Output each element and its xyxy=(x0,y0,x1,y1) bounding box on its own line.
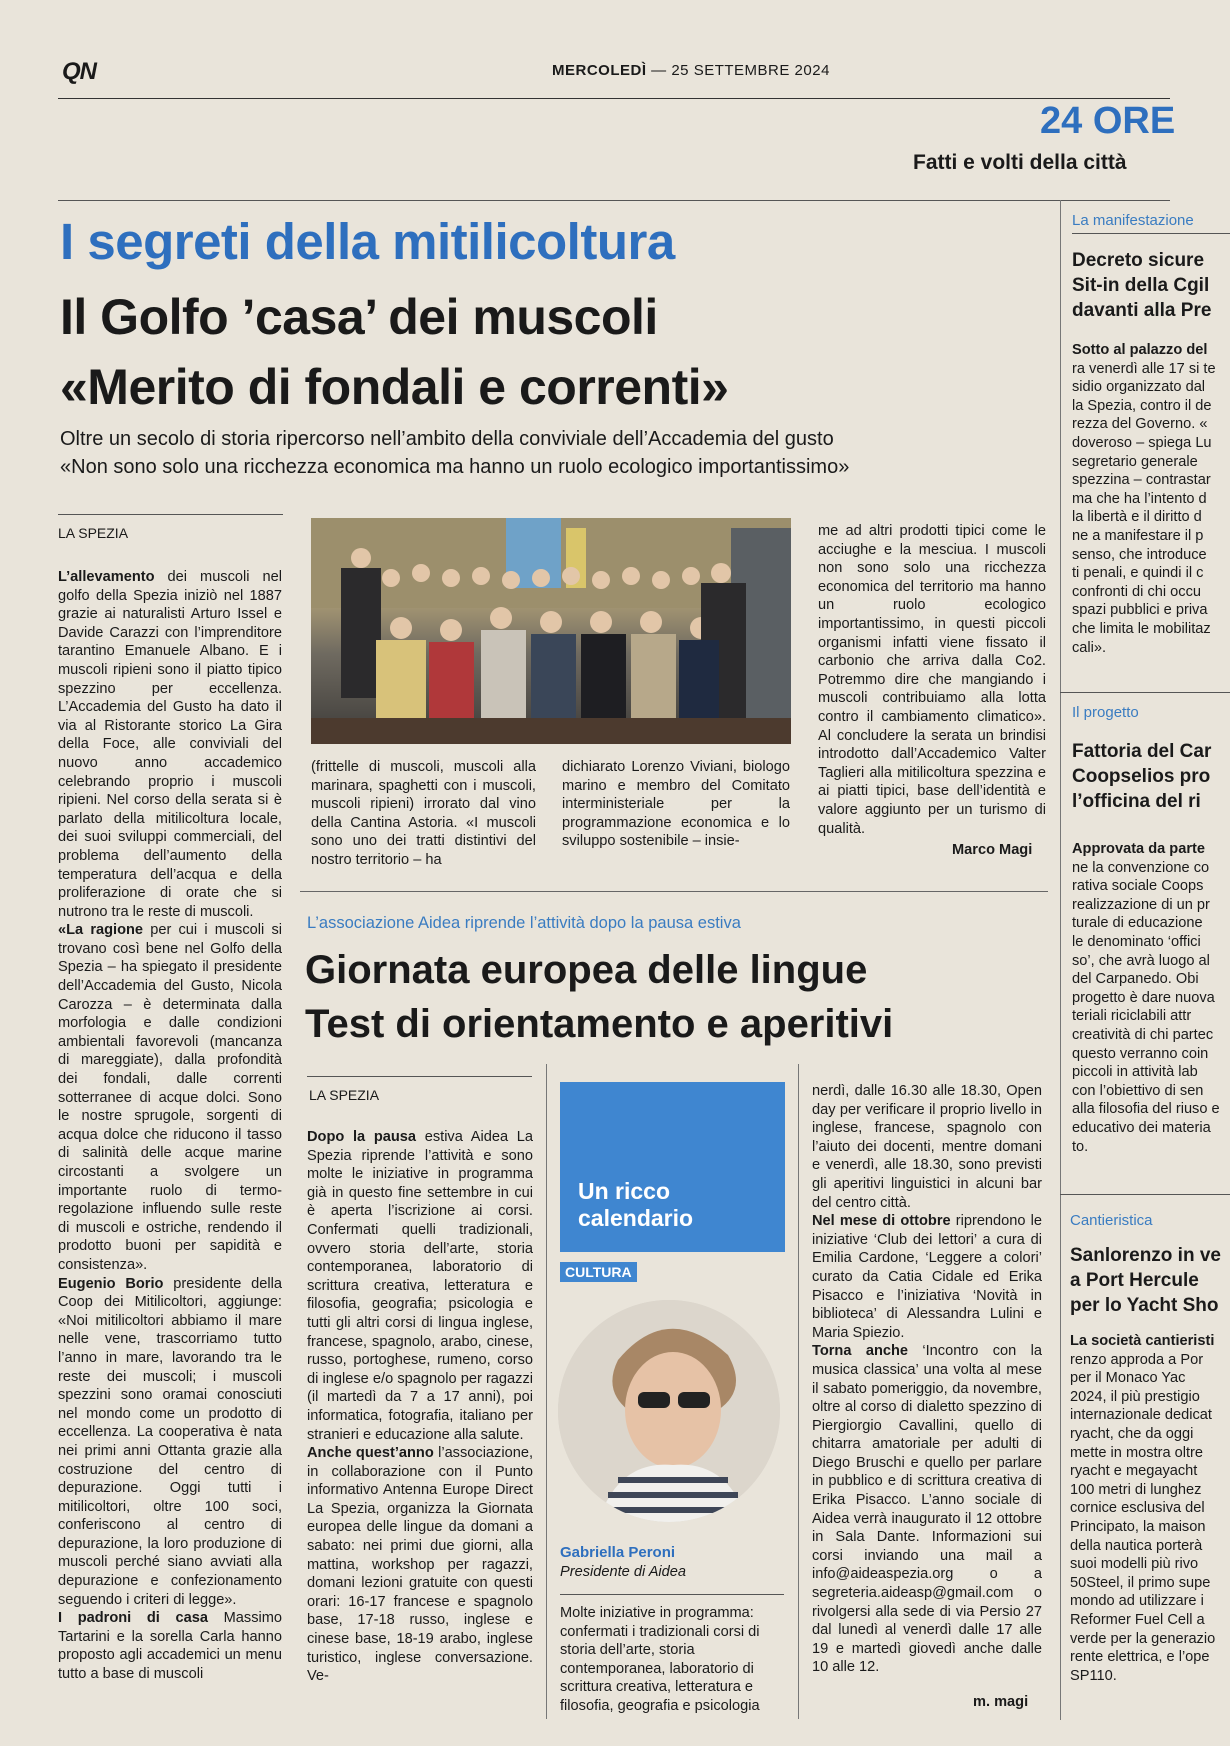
article2-col1-text1: estiva Aidea La Spezia riprende l’attività e sono molte le iniziative in programma già in questo fine settembre in cui è aperta l’iscrizione ai corsi. Confermati quelli tradizionali, ovvero storia dell’arte, storia contemporanea, laboratorio di scrittura creativa, letteratura e filosofia, geografia; psicologia e tutti gli altri corsi di lingua inglese, francese, spagnolo, arabo, cinese, russo, portoghese, rumeno, corso di inglese e/o spagnolo per ragazzi (il martedì da 7 a 17 anni), poi informatica, fotografia, italiano per stranieri e educazione alla salute. xyxy=(307,1129,533,1443)
article1-column4: me ad altri prodotti tipici come le acciughe e la mesciua. I muscoli non sono solo una ricchezza economica del territorio ma hanno un ruolo ecologico importantissimo, in questi piccoli organismi infatti viene fissato il carbonio che arriva dalla Co2. Potremmo dire che mangiando i muscoli contribuiamo alla lotta contro il cambiamento climatico». Al concludere la serata un brindisi introdotto dall’Accademico Valter Taglieri alla mitilicoltura spezzina e ai piatti tipici, base dell’identità e valore aggiunto per un turismo di qualità. xyxy=(818,523,1046,837)
sidebar-story1-title-line: Sit-in della Cgil xyxy=(1072,275,1210,296)
sidebar-line: mondo ad utilizzare i xyxy=(1070,1593,1204,1610)
sidebar-line: doveroso – spiega Lu xyxy=(1072,434,1212,451)
sidebar-line: creatività di chi partec xyxy=(1072,1026,1214,1043)
sidebar-line: SP110. xyxy=(1070,1667,1117,1684)
article2-info-box xyxy=(560,1082,785,1252)
sidebar-line-lead: La società cantieristi xyxy=(1070,1333,1215,1349)
sidebar-line: turale di educazione xyxy=(1072,915,1203,932)
article1-title-line1: Il Golfo ’casa’ dei muscoli xyxy=(60,289,658,345)
sidebar-line: cornice esclusiva del xyxy=(1070,1500,1205,1517)
sidebar-line xyxy=(1072,341,1230,360)
section-subtitle: Fatti e volti della città xyxy=(913,151,1127,174)
section-rule xyxy=(58,200,1170,201)
sidebar-line: verde per la generazio xyxy=(1070,1630,1216,1647)
article2-col3-text1: nerdì, dalle 16.30 alle 18.30, Open day per verificare il proprio livello in inglese, francese, spagnolo con l’aiuto dei docenti, mentre domani e venerdì, alle 18.30, sono previsti gli aperitivi linguistici in alcuni bar del centro città. xyxy=(812,1083,1042,1211)
sidebar-line: segretario generale xyxy=(1072,453,1198,470)
portrait-photo xyxy=(558,1300,780,1522)
sidebar-line: alla filosofia del riuso e xyxy=(1072,1101,1220,1118)
sidebar-line: renzo approda a Por xyxy=(1070,1351,1204,1368)
article2-title-line1: Giornata europea delle lingue xyxy=(305,948,868,992)
article2-col1-lead2: Anche quest’anno xyxy=(307,1445,434,1462)
qn-logo: QN xyxy=(62,58,96,85)
sidebar-line: progetto è dare nuova xyxy=(1072,989,1215,1006)
sidebar-line: ra venerdì alle 17 si te xyxy=(1072,360,1216,377)
portrait-name: Gabriella Peroni xyxy=(560,1544,676,1561)
article2-column1 xyxy=(307,1128,533,1716)
sidebar-story2-title-line: Fattoria del Car xyxy=(1072,741,1212,762)
sidebar-line: rezza del Governo. « xyxy=(1072,416,1208,433)
sidebar-line: ryacht, che da oggi xyxy=(1070,1425,1194,1442)
sidebar-story3-title-line: Sanlorenzo in ve xyxy=(1070,1245,1221,1266)
article2-column3 xyxy=(812,1082,1042,1682)
sidebar-line: piccoli in attività lab xyxy=(1072,1064,1198,1081)
sidebar-line: rativa sociale Coops xyxy=(1072,878,1204,895)
sidebar-line: che limita le mobilitaz xyxy=(1072,620,1211,637)
sidebar-rule2 xyxy=(1060,1194,1230,1195)
sidebar-line: confronti di chi occu xyxy=(1072,583,1201,600)
sidebar-story2-title xyxy=(1072,739,1230,814)
article1-group-photo xyxy=(311,518,791,744)
sidebar-story2-title-line: l’officina del ri xyxy=(1072,791,1201,812)
sidebar-line: 2024, il più prestigio xyxy=(1070,1388,1200,1405)
article1-subtitle-line1: Oltre un secolo di storia ripercorso nell’ambito della conviviale dell’Accademia del gusto xyxy=(60,428,834,450)
sidebar-line: senso, che introduce xyxy=(1072,546,1207,563)
sidebar-line: 100 metri di lunghez xyxy=(1070,1481,1202,1498)
article1-column1 xyxy=(58,568,282,1708)
article1-col1-text1: dei muscoli nel golfo della Spezia iniziò nel 1887 grazie ai naturalisti Arturo Issel e Davide Carazzi con l’imprenditore tarantino Emanuele Albano. E i muscoli ripieni sono il piatto tipico spezzino per eccellenza. L’Accademia del Gusto ha dato il via al Ristorante storico La Gira della Foce, alle conviviali del nuovo anno accademico celebrando proprio i muscoli ripieni. Nel corso della serata si è parlato della mitilicoltura locale, dei suoi sviluppi commerciali, del problema dell’aumento della temperatura dell’acqua e della proliferazione di orate che si nutrono tra le reste di muscoli. xyxy=(58,569,282,920)
article2-location: LA SPEZIA xyxy=(309,1087,380,1103)
article2-col-divider2 xyxy=(798,1064,799,1719)
article1-col1-text2: per cui i muscoli si trovano così bene nel Golfo della Spezia – ha spiegato il presidente dell’Accademia del Gusto, Nicola Carozza – è determinata dalla morfologia e dalle condizioni ambientali favorevoli (mancanza di mareggiate), dalla profondità dei fondali, dalle correnti sotterranee di acque dolci. Sono le nostre sprugole, sorgenti di acqua dolce che riducono il tasso di salinità delle acque marine circostanti a svolgere un importante ruolo di termo-regolazione influendo sulle reste di muscoli e ostriche, rendendo il prodotto buoni per sapidità e consistenza». xyxy=(58,922,282,1273)
sidebar-story1-kicker: La manifestazione xyxy=(1072,212,1230,234)
sidebar-story3-kicker: Cantieristica xyxy=(1070,1212,1153,1229)
article2-byline: m. magi xyxy=(973,1694,1029,1710)
sidebar-line xyxy=(1070,1332,1230,1351)
article-separator xyxy=(300,891,1048,892)
article2-col3-text2: riprendono le iniziative ‘Club dei lettori’ a cura di Emilia Cardone, ‘Leggere a colori’ curato da Catia Cidale ed Erika Pisacco e l’iniziativa ‘Novità in biblioteca’ di Alessandra Lulini e Maria Spiezio. xyxy=(812,1213,1042,1341)
section-title: 24 ORE xyxy=(1040,100,1176,142)
sidebar-line: Principato, la maison xyxy=(1070,1518,1206,1535)
sidebar-line: realizzazione di un pr xyxy=(1072,896,1210,913)
article2-col-divider xyxy=(546,1064,547,1719)
sidebar-line: le denominato ‘offici xyxy=(1072,933,1201,950)
article1-location: LA SPEZIA xyxy=(58,525,129,541)
article1-col1-text4: Massimo Tartarini e la sorella Carla hanno proposto agli accademici un menu tutto a base di muscoli xyxy=(58,1610,282,1683)
sidebar-story2-text xyxy=(1072,840,1230,1156)
sidebar-story1-text xyxy=(1072,341,1230,657)
sidebar-line: mette in mostra oltre xyxy=(1070,1444,1204,1461)
sidebar-line: so’, che avrà luogo al xyxy=(1072,952,1210,969)
article1-col1-lead4: I padroni di casa xyxy=(58,1610,208,1627)
sidebar-line: la Spezia, contro il de xyxy=(1072,397,1212,414)
portrait-role: Presidente di Aidea xyxy=(560,1564,687,1580)
article1-byline: Marco Magi xyxy=(952,842,1033,858)
article1-rule xyxy=(58,514,283,515)
sidebar-line xyxy=(1072,840,1230,859)
sidebar-line: educativo dei materia xyxy=(1072,1119,1211,1136)
sidebar-divider xyxy=(1060,200,1061,1720)
article1-column3: dichiarato Lorenzo Viviani, biologo marino e membro del Comitato interministeriale per la programmazione economica e lo sviluppo sostenibile – insie- xyxy=(562,759,790,850)
sidebar-story3-title-line: a Port Hercule xyxy=(1070,1270,1199,1291)
sidebar-line: del Carpanedo. Obi xyxy=(1072,971,1199,988)
page-date xyxy=(552,62,830,79)
sidebar-story1-title xyxy=(1072,248,1230,323)
article2-col1-lead: Dopo la pausa xyxy=(307,1129,417,1145)
sidebar-story1-title-line: Decreto sicure xyxy=(1072,250,1205,271)
article1-col1-text3: presidente della Coop dei Mitilicoltori, aggiunge: «Noi mitilicoltori abbiamo il mare nelle vene, trascorriamo tutto l’anno in mare, lavorando tra le reste dei muscoli; i muscoli spezzini sono oramai conosciuti nel mondo come un prodotto di eccellenza. La cooperativa è nata nei primi anni Ottanta grazie alla costruzione del centro di depurazione. Oggi tutti i mitilicoltori, oltre 100 soci, conferiscono al centro di depurazione, la loro produzione di muscoli perché siano avviati alla depurazione e confezionamento seguendo i criteri di legge». xyxy=(58,1275,282,1608)
article2-title-line2: Test di orientamento e aperitivi xyxy=(305,1002,894,1046)
sidebar-story2-kicker: Il progetto xyxy=(1072,704,1139,721)
sidebar-line: to. xyxy=(1072,1138,1089,1155)
sidebar-line: suoi modelli più rivo xyxy=(1070,1556,1199,1573)
sidebar-line-lead: Sotto al palazzo del xyxy=(1072,342,1208,358)
sidebar-story3-title xyxy=(1070,1243,1230,1318)
article2-rule xyxy=(307,1076,532,1077)
masthead-rule xyxy=(58,98,1170,99)
article1-kicker: I segreti della mitilicoltura xyxy=(60,213,675,270)
sidebar-line: ti penali, e quindi il c xyxy=(1072,565,1204,582)
article2-col3-text3: ‘Incontro con la musica classica’ una volta al mese il sabato pomeriggio, da novembre, oltre al corso di dialetto spezzino di Piergiorgio Cavallini, quello di chitarra amatoriale per adulti di Diego Bruschi e quello per parlare in pubblico e di scrittura creativa di Erika Pisacco. L’anno sociale di Aidea verrà inaugurato il 12 ottobre in Sala Dante. Informazioni sui corsi inviando una mail a info@aideaspezia.org o a segreteria.aideasp@gmail.com o rivolgersi alla sede di via Persio 27 dal lunedì al venerdì dalle 17 alle 19 e martedì giovedì anche dalle 10 alle 12. xyxy=(812,1343,1042,1676)
info-box-text: Molte iniziative in programma: confermati i tradizionali corsi di storia dell’arte, storia contemporanea, laboratorio di scrittura creativa, letteratura e filosofia, geografia e psicologia xyxy=(560,1605,760,1714)
sidebar-line: sidio organizzato dal xyxy=(1072,379,1206,396)
page-date-text: — 25 SETTEMBRE 2024 xyxy=(651,62,830,79)
sidebar-line: della nautica porterà xyxy=(1070,1537,1203,1554)
sidebar-story1-title-line: davanti alla Pre xyxy=(1072,300,1212,321)
photo-people-illustration xyxy=(311,518,791,744)
article2-kicker: L’associazione Aidea riprende l’attività dopo la pausa estiva xyxy=(307,914,741,932)
info-box-tag: CULTURA xyxy=(560,1262,637,1282)
article1-subtitle-line2: «Non sono solo una ricchezza economica ma hanno un ruolo ecologico importantissimo» xyxy=(60,456,850,478)
article2-col1-text2: l’associazione, in collaborazione con il Punto informativo Antenna Europe Direct La Spezia, organizza la Giornata europea delle lingue da domani a sabato: nei primi due giorni, alla mattina, workshop per ragazzi, domani lezioni gratuite con questi orari: 16-17 francese e spagnolo base, 17-18 russo, inglese e cinese base, 18-19 arabo, inglese turistico, inglese conversazione. Ve- xyxy=(307,1445,533,1685)
sidebar-line: cali». xyxy=(1072,639,1107,656)
sidebar-line-lead: Approvata da parte xyxy=(1072,841,1205,857)
sidebar-story1 xyxy=(1072,212,1230,657)
sidebar-line: ma che ha l’intento d xyxy=(1072,490,1207,507)
article2-col3-lead2: Nel mese di ottobre xyxy=(812,1213,951,1230)
sidebar-line: la libertà e il diritto d xyxy=(1072,509,1202,526)
sidebar-line: rente elettrica, e l’ope xyxy=(1070,1649,1210,1666)
sidebar-story3-text xyxy=(1070,1332,1230,1685)
sidebar-rule1 xyxy=(1060,692,1230,693)
sidebar-line: questo verranno coin xyxy=(1072,1045,1209,1062)
article1-col1-lead2: «La ragione xyxy=(58,922,144,939)
sidebar-line: internazionale dedicat xyxy=(1070,1407,1212,1424)
sidebar-story2 xyxy=(1072,704,1230,1156)
sidebar-line: spezzina – contrastar xyxy=(1072,472,1211,489)
article2-col3-lead3: Torna anche xyxy=(812,1343,909,1360)
sidebar-line: ryacht e megayacht xyxy=(1070,1463,1198,1480)
article1-title-line2: «Merito di fondali e correnti» xyxy=(60,359,729,415)
sidebar-line: con l’obiettivo di sen xyxy=(1072,1082,1204,1099)
info-box-title: Un ricco calendario xyxy=(578,1178,694,1231)
portrait-illustration xyxy=(558,1300,780,1522)
sidebar-line: per il Monaco Yac xyxy=(1070,1370,1186,1387)
sidebar-line: spazi pubblici e priva xyxy=(1072,602,1208,619)
article1-column2: (frittelle di muscoli, muscoli alla marinara, spaghetti con i muscoli, muscoli ripieni) irrorato dal vino della Cantina Astoria. «I muscoli sono uno dei tratti distintivi del nostro territorio – ha xyxy=(311,759,536,868)
info-box-rule xyxy=(560,1594,784,1595)
sidebar-line: Reformer Fuel Cell a xyxy=(1070,1611,1205,1628)
sidebar-line: ne la convenzione co xyxy=(1072,859,1210,876)
page-day: MERCOLEDÌ xyxy=(552,62,647,79)
sidebar-story2-title-line: Coopselios pro xyxy=(1072,766,1211,787)
article1-col1-lead: L’allevamento xyxy=(58,569,155,585)
article1-col1-lead3: Eugenio Borio xyxy=(58,1275,164,1292)
sidebar-line: ne a manifestare il p xyxy=(1072,527,1204,544)
sidebar-line: teriali riciclabili attr xyxy=(1072,1008,1192,1025)
sidebar-line: 50Steel, il primo supe xyxy=(1070,1574,1211,1591)
sidebar-story3-title-line: per lo Yacht Sho xyxy=(1070,1295,1219,1316)
sidebar-story3 xyxy=(1070,1212,1230,1685)
